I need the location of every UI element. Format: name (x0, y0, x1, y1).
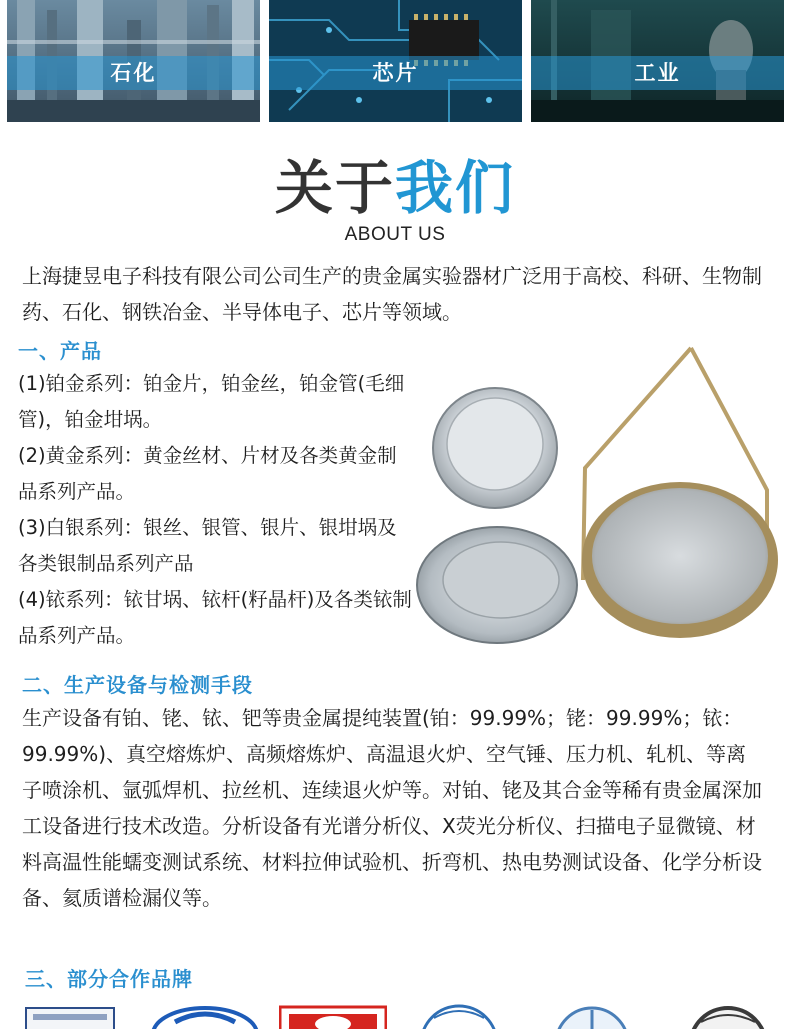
banner-label-petrochemical: 石化 (7, 56, 260, 90)
banner-label-chip: 芯片 (269, 56, 522, 90)
product-item-silver: (3)白银系列：银丝、银管、银片、银坩埚及各类银制品系列产品 (18, 516, 397, 575)
product-item-gold: (2)黄金系列：黄金丝材、片材及各类黄金制品系列产品。 (18, 444, 397, 503)
about-title-part1: 关于 (274, 154, 395, 222)
about-title (0, 148, 790, 228)
products-list (18, 366, 413, 654)
partner-logo-4 (414, 1004, 504, 1029)
banner-tile-chip (269, 0, 522, 122)
product-item-iridium: (4)铱系列：铱甘埚、铱杆(籽晶杆)及各类铱制品系列产品。 (18, 588, 412, 647)
partner-logo-2 (150, 1004, 260, 1029)
banner-tile-industry (531, 0, 784, 122)
banner-label-industry: 工业 (531, 56, 784, 90)
products-crucible-image (415, 340, 790, 660)
partner-logo-1 (25, 1004, 115, 1029)
section-heading-equipment: 二、生产设备与检测手段 (22, 673, 253, 697)
product-item-platinum: (1)铂金系列：铂金片，铂金丝，铂金管(毛细管)，铂金坩埚。 (18, 372, 405, 431)
banner-tile-petrochemical (7, 0, 260, 122)
partner-logo-5 (552, 1004, 632, 1029)
intro-paragraph: 上海捷昱电子科技有限公司公司生产的贵金属实验器材广泛用于高校、科研、生物制药、石化、钢铁冶金、半导体电子、芯片等领域。 (22, 264, 762, 324)
section-heading-partners: 三、部分合作品牌 (25, 967, 193, 991)
partner-logos-row (0, 1004, 790, 1029)
equipment-paragraph: 生产设备有铂、铑、铱、钯等贵金属提纯装置(铂：99.99%；铑：99.99%；铱：99.99%)、真空熔炼炉、高频熔炼炉、高温退火炉、空气锤、压力机、轧机、等离子喷涂机、氩弧焊机、拉丝机、连续退火炉等。对铂、铑及其合金等稀有贵金属深加工设备进行技术改造。分析设备有光谱分析仪、X荧光分析仪、扫描电子显微镜、材料高温性能蠕变测试系统、材料拉伸试验机、折弯机、热电势测试设备、化学分析设备、氦质谱检漏仪等。 (22, 706, 762, 910)
partner-logo-6 (683, 1004, 773, 1029)
partner-logo-3 (279, 1004, 387, 1029)
section-heading-products: 一、产品 (18, 339, 102, 363)
about-subtitle: ABOUT US (344, 224, 446, 245)
about-title-part2: 我们 (395, 154, 516, 222)
